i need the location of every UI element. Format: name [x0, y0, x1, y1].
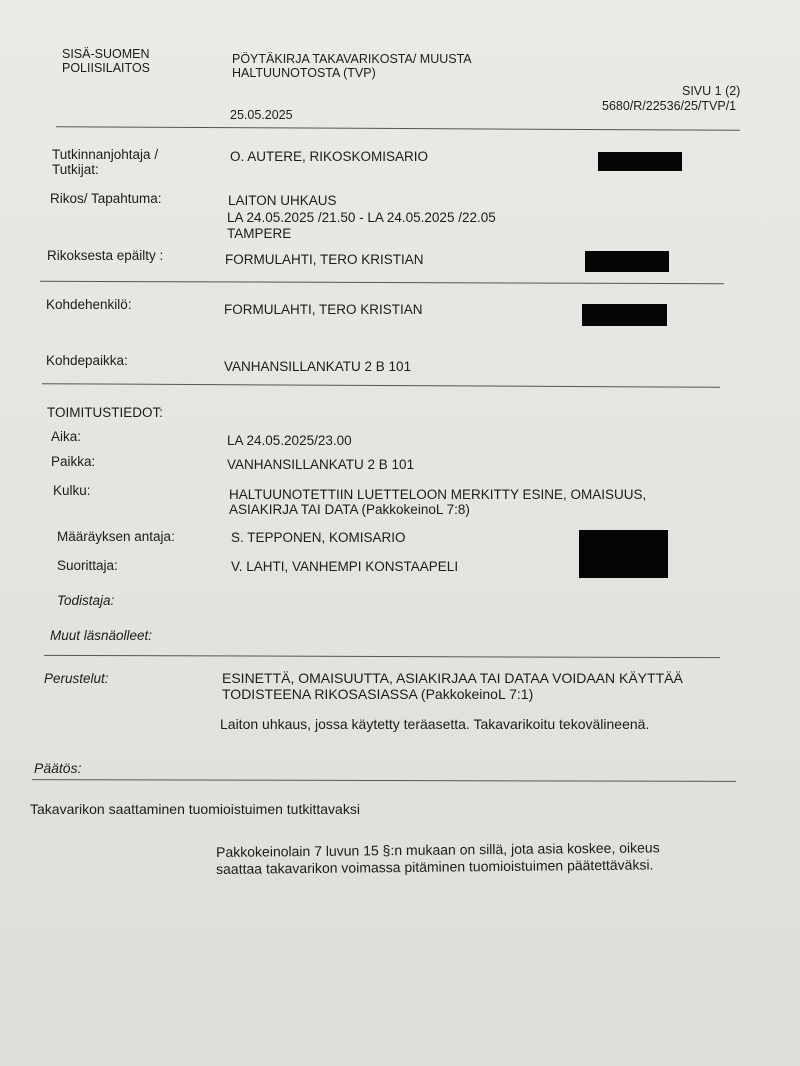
divider-target [42, 383, 720, 388]
target-person-value: FORMULAHTI, TERO KRISTIAN [224, 302, 423, 317]
target-place-value: VANHANSILLANKATU 2 B 101 [224, 359, 412, 374]
place-value: VANHANSILLANKATU 2 B 101 [227, 457, 415, 472]
org-name-line1: SISÄ-SUOMEN [62, 47, 150, 61]
grounds-line1: ESINETTÄ, OMAISUUTTA, ASIAKIRJAA TAI DATAA VOIDAAN KÄYTTÄÄ [222, 670, 683, 686]
divider-suspect [40, 281, 724, 284]
crime-label: Rikos/ Tapahtuma: [50, 191, 162, 206]
suspect-label: Rikoksesta epäilty : [47, 248, 164, 263]
crime-value-line2: LA 24.05.2025 /21.50 - LA 24.05.2025 /22.05 [227, 210, 496, 225]
course-value-line2: ASIAKIRJA TAI DATA (PakkokeinoL 7:8) [229, 502, 470, 517]
execution-heading: TOIMITUSTIEDOT: [47, 405, 164, 420]
suspect-value: FORMULAHTI, TERO KRISTIAN [225, 252, 424, 267]
document-title-line1: PÖYTÄKIRJA TAKAVARIKOSTA/ MUUSTA [232, 52, 472, 66]
grounds-label: Perustelut: [44, 671, 109, 686]
org-name-line2: POLIISILAITOS [62, 61, 151, 75]
witness-label: Todistaja: [57, 593, 115, 608]
court-review-line2: saattaa takavarikon voimassa pitäminen tuomioistuimen päätettäväksi. [216, 856, 654, 877]
place-label: Paikka: [51, 454, 96, 469]
divider-decision [32, 779, 736, 782]
target-person-label: Kohdehenkilö: [46, 297, 132, 312]
grounds-line2: TODISTEENA RIKOSASIASSA (PakkokeinoL 7:1) [222, 686, 534, 702]
investigator-label-1: Tutkinnanjohtaja / [52, 147, 159, 162]
court-review-line1: Pakkokeinolain 7 luvun 15 §:n mukaan on sillä, jota asia koskee, oikeus [216, 839, 660, 860]
investigator-label-2: Tutkijat: [52, 162, 99, 177]
performer-label: Suorittaja: [57, 558, 118, 573]
course-label: Kulku: [53, 483, 91, 498]
time-label: Aika: [51, 429, 82, 444]
crime-value-line1: LAITON UHKAUS [228, 193, 337, 208]
case-number: 5680/R/22536/25/TVP/1 [602, 99, 737, 113]
court-review-heading: Takavarikon saattaminen tuomioistuimen tutkittavaksi [30, 801, 360, 817]
investigator-value: O. AUTERE, RIKOSKOMISARIO [230, 149, 429, 164]
divider-header [56, 126, 740, 131]
course-value-line1: HALTUUNOTETTIIN LUETTELOON MERKITTY ESINE, OMAISUUS, [229, 487, 647, 502]
document-date: 25.05.2025 [230, 108, 293, 122]
time-value: LA 24.05.2025/23.00 [227, 433, 352, 448]
target-place-label: Kohdepaikka: [46, 353, 128, 368]
grounds-note: Laiton uhkaus, jossa käytetty teräasetta. Takavarikoitu tekovälineenä. [220, 716, 650, 732]
document-title-line2: HALTUUNOTOSTA (TVP) [232, 66, 376, 80]
redaction-box [579, 530, 668, 578]
decision-label: Päätös: [34, 760, 82, 776]
orderer-label: Määräyksen antaja: [57, 529, 175, 544]
others-present-label: Muut läsnäolleet: [50, 628, 153, 643]
redaction-box [582, 304, 667, 326]
redaction-box [598, 152, 682, 171]
orderer-value: S. TEPPONEN, KOMISARIO [231, 530, 406, 545]
performer-value: V. LAHTI, VANHEMPI KONSTAAPELI [231, 559, 459, 574]
redaction-box [585, 251, 669, 272]
crime-value-line3: TAMPERE [227, 226, 292, 241]
page-number: SIVU 1 (2) [682, 84, 741, 98]
divider-execution [44, 655, 720, 658]
